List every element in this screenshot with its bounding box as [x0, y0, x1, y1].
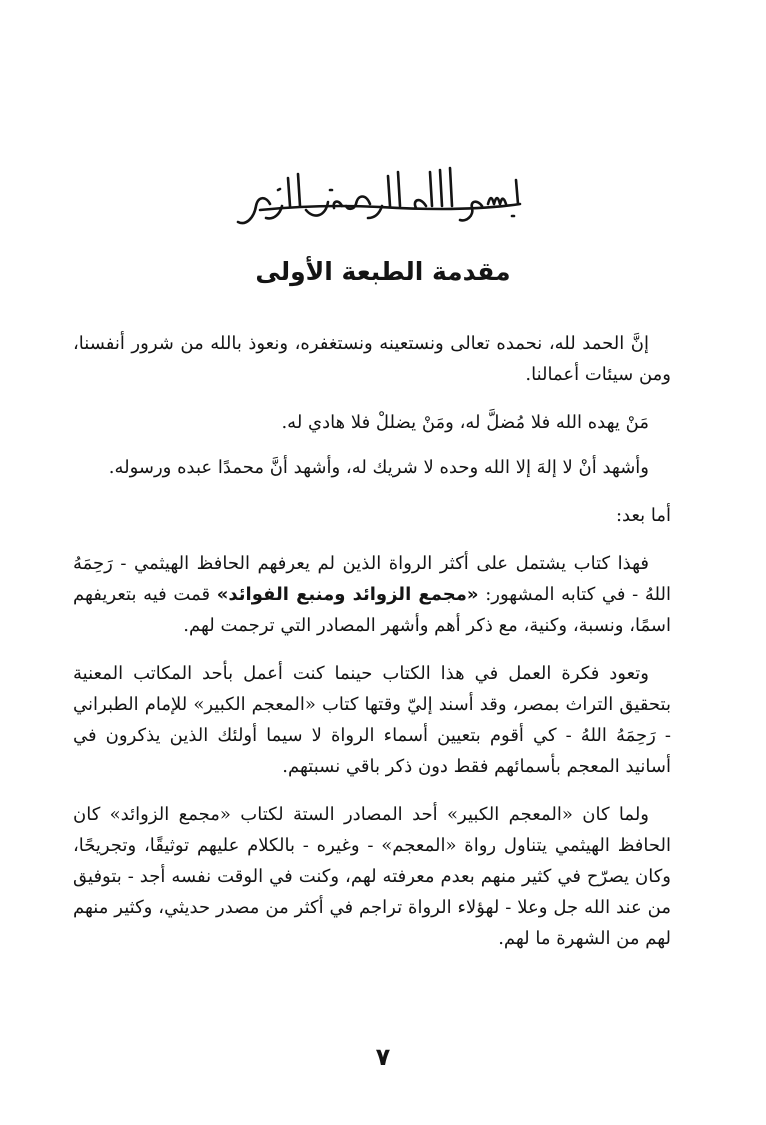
paragraph-5-part-2: قمت فيه بتعريفهم اسمًا، ونسبة، وكنية، مع ذكر أهم وأشهر المصادر التي ترجمت لهم. — [73, 584, 671, 636]
paragraph-5 — [73, 548, 671, 641]
book-title-majma: «مجمع الزوائد ومنبع الفوائد» — [216, 584, 479, 605]
paragraph-6: وتعود فكرة العمل في هذا الكتاب حينما كنت أعمل بأحد المكاتب المعنية بتحقيق التراث بمصر، وقد أسند إليّ وقتها كتاب «المعجم الكبير» للإمام الطبراني - رَحِمَهُ اللهُ - كي أقوم بتعيين أسماء الرواة لا سيما أولئك الذين يذكرون في أسانيد المعجم بأسمائهم فقط دون ذكر باقي نسبتهم. — [73, 663, 671, 777]
page-number: ٧ — [375, 1043, 391, 1071]
paragraph-7: ولما كان «المعجم الكبير» أحد المصادر الستة لكتاب «مجمع الزوائد» كان الحافظ الهيثمي يتناول رواة «المعجم» - وغيره - بالكلام عليهم توثيقًا، وتجريحًا، وكان يصرّح في كثير منهم بعدم معرفته لهم، وكنت في الوقت نفسه أجد - بتوفيق من عند الله جل وعلا - لهؤلاء الرواة تراجم في أكثر من مصدر حديثي، وكثير منهم لهم من الشهرة ما لهم. — [73, 804, 671, 949]
basmala-calligraphy-icon — [230, 160, 530, 232]
basmala-calligraphy — [230, 160, 530, 232]
paragraph-4: أما بعد: — [615, 505, 671, 526]
paragraph-2: مَنْ يهده الله فلا مُضلَّ له، ومَنْ يضللْ فلا هادي له. — [281, 412, 649, 433]
page-heading: مقدمة الطبعة الأولى — [255, 257, 511, 286]
paragraph-5-part-1: فهذا كتاب يشتمل على أكثر الرواة الذين لم يعرفهم الحافظ الهيثمي - رَحِمَهُ اللهُ - في كتابه المشهور: — [73, 553, 672, 605]
paragraph-1: إنَّ الحمد لله، نحمده تعالى ونستعينه ونستغفره، ونعوذ بالله من شرور أنفسنا، ومن سيئات أعمالنا. — [73, 333, 671, 385]
body-text — [73, 328, 671, 971]
paragraph-3: وأشهد أنْ لا إلهَ إلا الله وحده لا شريك له، وأشهد أنَّ محمدًا عبده ورسوله. — [108, 457, 649, 478]
